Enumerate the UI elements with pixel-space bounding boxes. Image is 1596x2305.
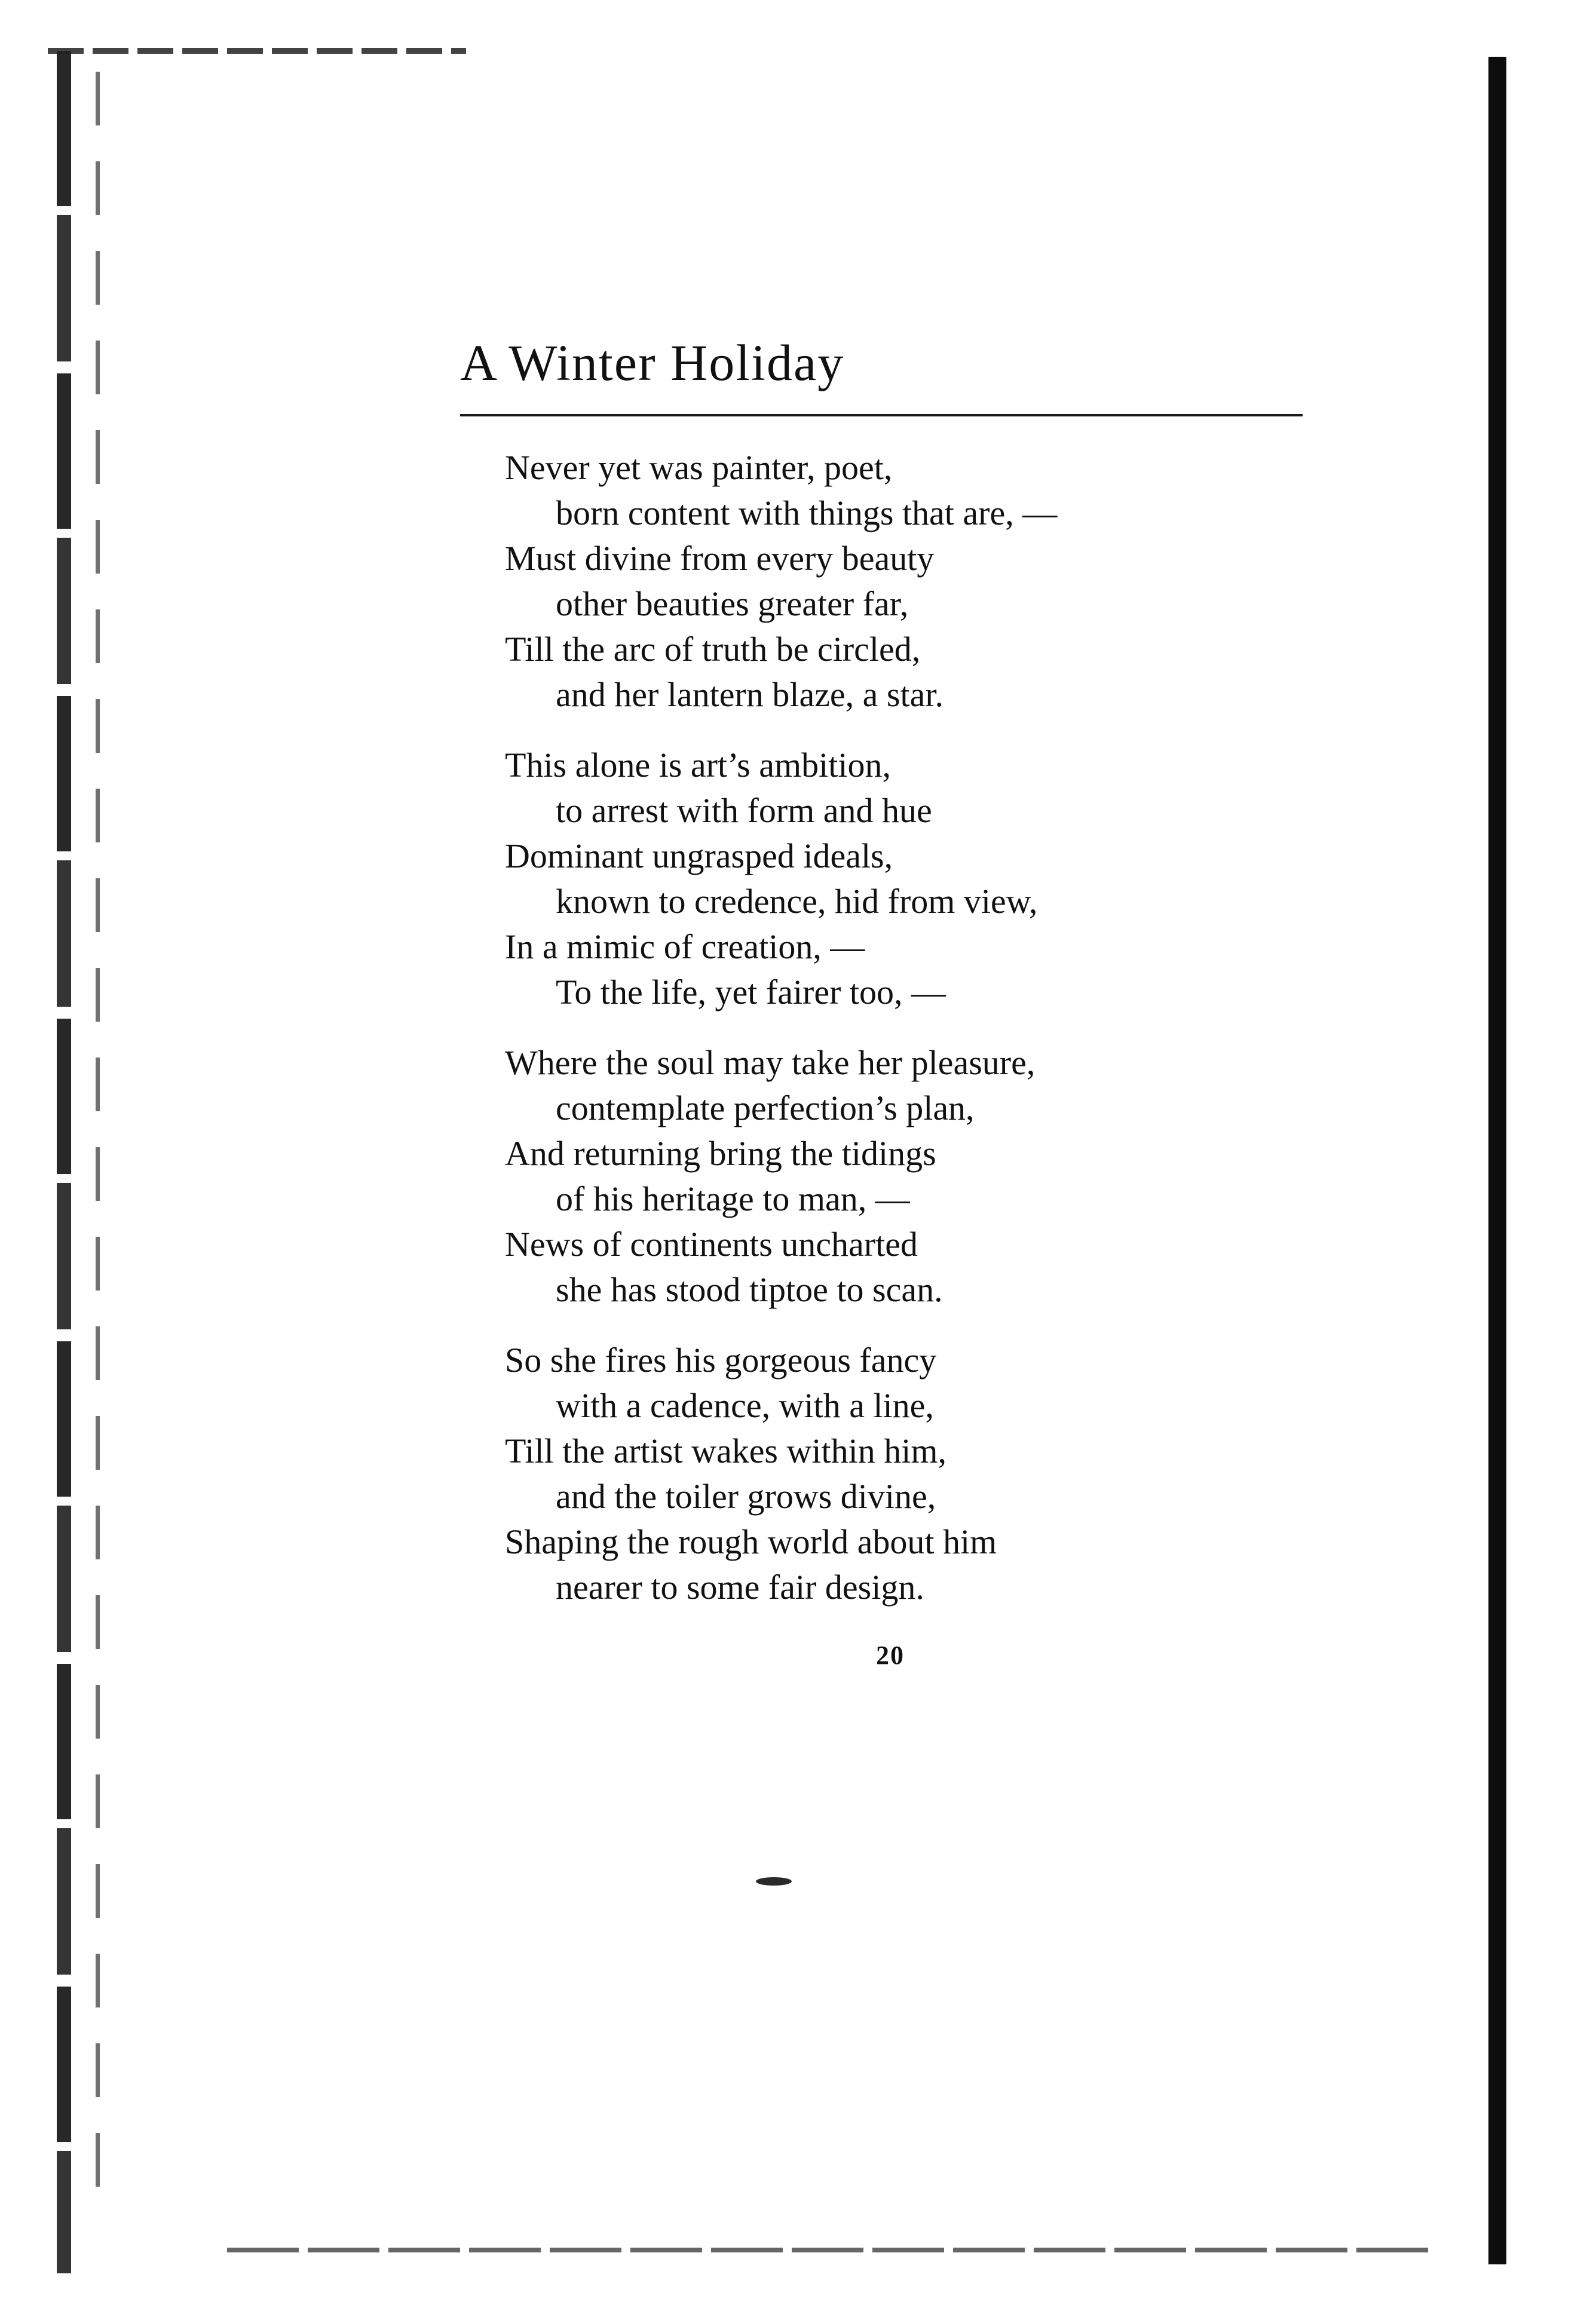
- poem-line: And returning bring the tidings: [505, 1134, 936, 1173]
- poem-line: So she fires his gorgeous fancy: [505, 1341, 937, 1380]
- poem-line: nearer to some fair design.: [556, 1568, 924, 1607]
- poem-line: In a mimic of creation, —: [505, 927, 865, 966]
- page-number: 20: [876, 1641, 905, 1670]
- poem-line: and her lantern blaze, a star.: [556, 675, 943, 714]
- poem-line: with a cadence, with a line,: [556, 1386, 934, 1425]
- stanza-3: [505, 1040, 1401, 1313]
- poem-line: other beauties greater far,: [556, 584, 909, 623]
- poem-line: and the toiler grows divine,: [556, 1477, 936, 1516]
- stanza-4: [505, 1338, 1401, 1610]
- stanza-2: [505, 743, 1401, 1015]
- poem-line: News of continents uncharted: [505, 1225, 918, 1264]
- scan-edge-left-inner: [96, 72, 100, 2223]
- poem-line: known to credence, hid from view,: [556, 882, 1038, 921]
- scan-edge-bottom: [227, 2248, 1434, 2252]
- poem-line: Dominant ungrasped ideals,: [505, 836, 893, 875]
- poem-line: of his heritage to man, —: [556, 1179, 910, 1218]
- poem-body: [505, 445, 1401, 1635]
- poem-line: Shaping the rough world about him: [505, 1522, 997, 1561]
- scan-edge-right: [1488, 57, 1506, 2264]
- poem-line: born content with things that are, —: [556, 494, 1058, 532]
- poem-line: to arrest with form and hue: [556, 791, 932, 830]
- scan-edge-top: [48, 48, 466, 54]
- poem-line: contemplate perfection’s plan,: [556, 1089, 975, 1127]
- title-rule: [460, 414, 1303, 416]
- ink-smudge: [756, 1877, 792, 1886]
- scan-edge-left: [57, 51, 71, 2273]
- poem-line: Must divine from every beauty: [505, 539, 935, 578]
- poem-line: she has stood tiptoe to scan.: [556, 1270, 943, 1309]
- stanza-1: [505, 445, 1401, 718]
- poem-line: Till the artist wakes within him,: [505, 1432, 946, 1470]
- poem-line: This alone is art’s ambition,: [505, 746, 891, 784]
- poem-line: Where the soul may take her pleasure,: [505, 1043, 1036, 1082]
- poem-line: Till the arc of truth be circled,: [505, 630, 921, 669]
- poem-line: To the life, yet fairer too, —: [556, 973, 946, 1011]
- poem-title: A Winter Holiday: [460, 334, 845, 391]
- poem-line: Never yet was painter, poet,: [505, 448, 893, 487]
